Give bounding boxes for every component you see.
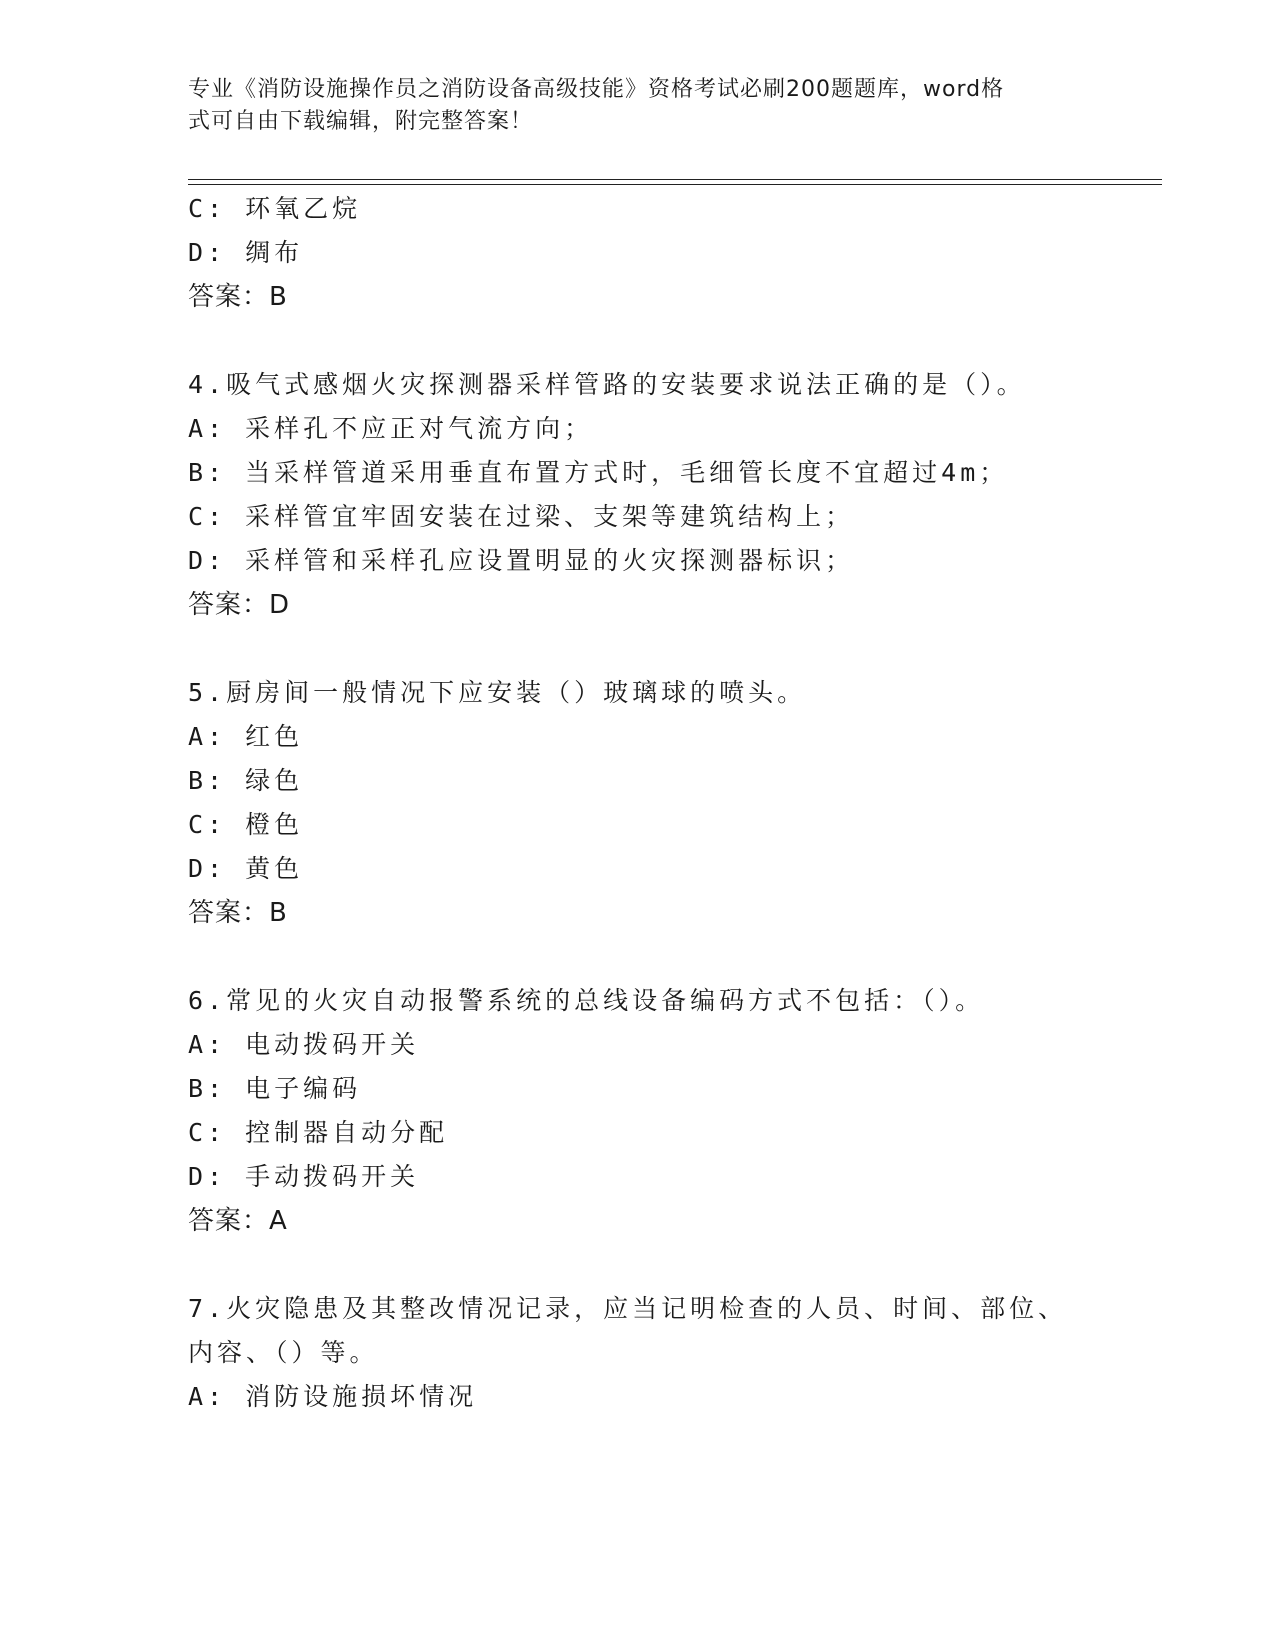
q5-option-a: A: 红色 <box>188 722 304 751</box>
q4-option-d: D: 采样管和采样孔应设置明显的火灾探测器标识； <box>188 546 855 575</box>
q3-option-d: D: 绸布 <box>188 238 304 267</box>
q6-option-c: C: 控制器自动分配 <box>188 1118 449 1147</box>
q6-question: 6.常见的火灾自动报警系统的总线设备编码方式不包括：（）。 <box>188 986 985 1015</box>
q7-question-line-1: 7.火灾隐患及其整改情况记录，应当记明检查的人员、时间、部位、 <box>188 1294 1068 1323</box>
q6-option-b: B: 电子编码 <box>188 1074 362 1103</box>
header-rule-bottom <box>188 184 1162 185</box>
header-line-1: 专业《消防设施操作员之消防设备高级技能》资格考试必刷200题题库，word格 <box>188 77 1005 102</box>
q5-option-b: B: 绿色 <box>188 766 304 795</box>
q4-option-a: A: 采样孔不应正对气流方向； <box>188 414 594 443</box>
q5-answer: 答案：B <box>188 898 288 928</box>
q5-option-c: C: 橙色 <box>188 810 304 839</box>
q5-question: 5.厨房间一般情况下应安装（）玻璃球的喷头。 <box>188 678 807 707</box>
q4-question: 4.吸气式感烟火灾探测器采样管路的安装要求说法正确的是（）。 <box>188 370 1026 399</box>
q6-option-a: A: 电动拨码开关 <box>188 1030 420 1059</box>
header-rule-top <box>188 179 1162 180</box>
q6-answer: 答案：A <box>188 1206 288 1236</box>
header-line-2: 式可自由下载编辑，附完整答案！ <box>188 109 534 134</box>
q7-question-line-2: 内容、（）等。 <box>188 1338 379 1367</box>
q3-option-c: C: 环氧乙烷 <box>188 194 362 223</box>
q4-answer: 答案：D <box>188 590 291 620</box>
q6-option-d: D: 手动拨码开关 <box>188 1162 420 1191</box>
q4-option-c: C: 采样管宜牢固安装在过梁、支架等建筑结构上； <box>188 502 855 531</box>
q5-option-d: D: 黄色 <box>188 854 304 883</box>
q3-answer: 答案：B <box>188 282 288 312</box>
header-text <box>188 74 1068 138</box>
q7-option-a: A: 消防设施损坏情况 <box>188 1382 478 1411</box>
q4-option-b: B: 当采样管道采用垂直布置方式时，毛细管长度不宜超过4m； <box>188 458 1009 487</box>
